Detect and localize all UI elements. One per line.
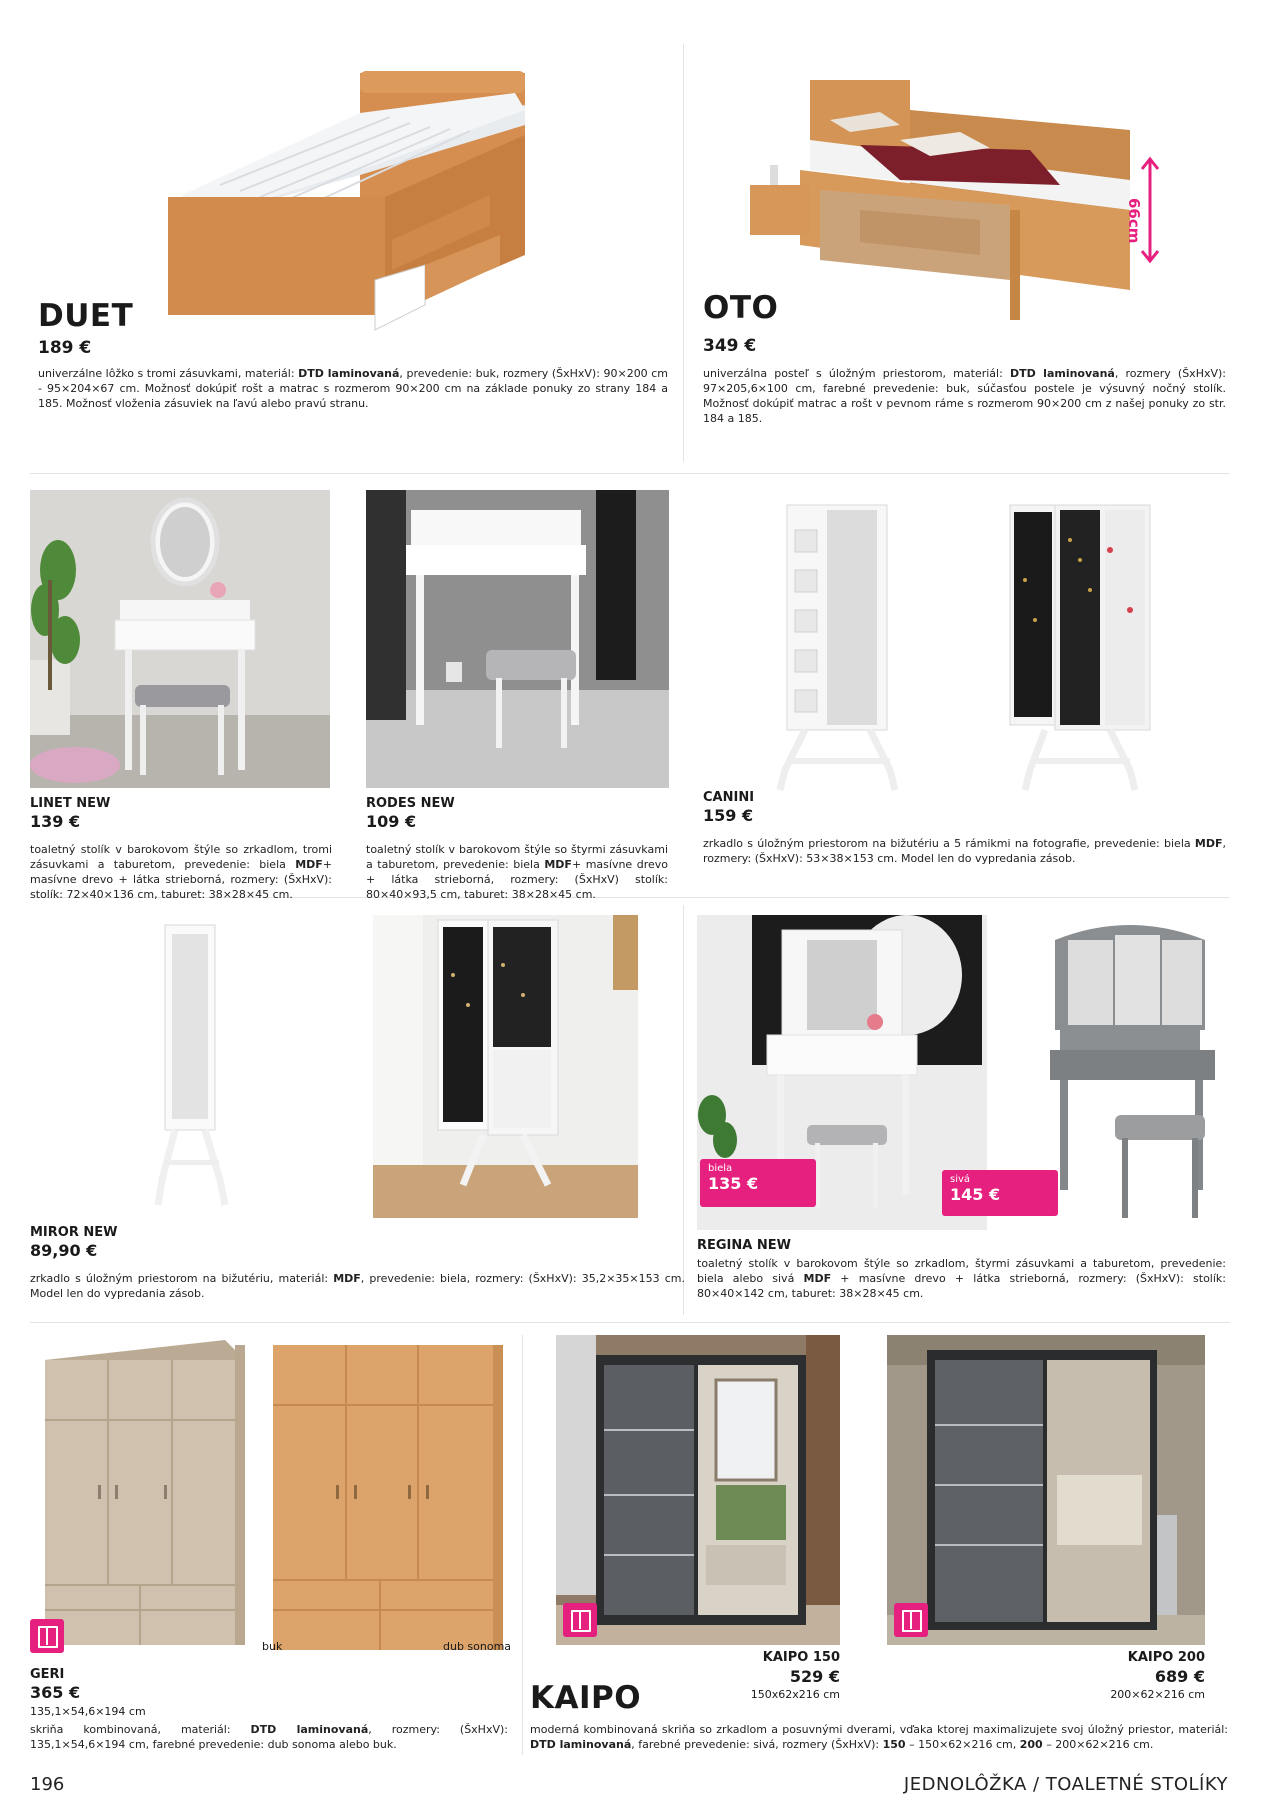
miror-title: MIROR NEW: [30, 1225, 118, 1240]
oto-height-label: 66cm: [1125, 198, 1143, 244]
rodes-price: 109 €: [366, 812, 417, 831]
miror-mirror-image: [150, 920, 240, 1220]
kaipo-150-photo: [556, 1335, 840, 1645]
regina-white-price: 135 €: [708, 1174, 759, 1193]
rodes-description: toaletný stolík v barokovom štýle so štyrmi zásuvkami a taburetom, prevedenie: biela MDF+ masívne drevo + látka strieborná, rozmery: (ŠxHxV) stolík: 80×40×93,5 cm, taburet: 38×28×45 cm.: [366, 843, 668, 901]
kaipo-150-wardrobe-icon: [563, 1603, 597, 1637]
rodes-title: RODES NEW: [366, 796, 455, 811]
section-title: JEDNOLÔŽKA / TOALETNÉ STOLÍKY: [903, 1774, 1228, 1795]
geri-wardrobe-icon: [30, 1619, 64, 1653]
canini-title: CANINI: [703, 790, 755, 805]
kaipo-200-dimensions: 200×62×216 cm: [1110, 1688, 1205, 1701]
regina-title: REGINA NEW: [697, 1238, 791, 1253]
duet-bed-image: [160, 65, 540, 355]
duet-title: DUET: [38, 298, 134, 334]
kaipo-150-title: KAIPO 150: [762, 1650, 840, 1665]
linet-price: 139 €: [30, 812, 81, 831]
regina-grey-price: 145 €: [950, 1185, 1001, 1204]
linet-title: LINET NEW: [30, 796, 111, 811]
canini-mirror-image: [775, 500, 905, 800]
miror-price: 89,90 €: [30, 1241, 98, 1260]
geri-variant-oak: dub sonoma: [443, 1640, 512, 1653]
geri-price: 365 €: [30, 1683, 81, 1702]
oto-title: OTO: [703, 290, 779, 326]
geri-beech-wardrobe-image: [268, 1335, 508, 1655]
regina-description: toaletný stolík v barokovom štýle so zrkadlom, štyrmi zásuvkami a taburetom, prevedenie: biela alebo sivá MDF + masívne drevo + látka strieborná, rozmery: (ŠxHxV): stolík: 80×40×142 cm, taburet: 38×28×45 cm.: [697, 1257, 1226, 1300]
geri-variant-beech: buk: [262, 1640, 283, 1653]
regina-white-price-badge: [700, 1159, 816, 1207]
duet-description: univerzálne lôžko s tromi zásuvkami, materiál: DTD laminovaná, prevedenie: buk, rozmery (ŠxHxV): 90×200 cm - 95×204×67 cm. Možnosť dokúpiť rošt a matrac s rozmerom 90×200 cm na základe ponuky zo strany 184 a 185. Možnosť vloženia zásuviek na ľavú alebo pravú stranu.: [38, 367, 669, 410]
geri-title: GERI: [30, 1667, 65, 1682]
regina-white-label: biela: [708, 1163, 733, 1174]
divider-row-3: [30, 1322, 1230, 1323]
kaipo-200-photo: [887, 1335, 1205, 1645]
canini-open-image: [1000, 500, 1160, 800]
oto-description: univerzálna posteľ s úložným priestorom, materiál: DTD laminovaná, rozmery (ŠxHxV): 97×205,6×100 cm, farebné prevedenie: buk, súčasťou postele je výsuvný nočný stolík. Možnosť dokúpiť matrac a rošt v pevnom ráme s rozmerom 90×200 cm z našej ponuky zo str. 184 a 185.: [703, 367, 1226, 425]
canini-description: zrkadlo s úložným priestorom na bižutériu a 5 rámikmi na fotografie, prevedenie: biela MDF, rozmery: (ŠxHxV): 53×38×153 cm. Model len do vypredania zásob.: [703, 837, 1226, 865]
divider-vertical-bottom: [522, 1335, 523, 1755]
oto-price: 349 €: [703, 336, 757, 356]
miror-open-photo: [373, 915, 638, 1218]
regina-grey-label: sivá: [950, 1174, 971, 1185]
geri-description: skriňa kombinovaná, materiál: DTD laminovaná, rozmery: (ŠxHxV): 135,1×54,6×194 cm, farebné prevedenie: dub sonoma alebo buk.: [30, 1723, 508, 1751]
kaipo-title: KAIPO: [530, 1680, 642, 1716]
miror-description: zrkadlo s úložným priestorom na bižutériu, materiál: MDF, prevedenie: biela, rozmery: (ŠxHxV): 35,2×35×153 cm. Model len do vypredania zásob.: [30, 1272, 685, 1300]
rodes-photo: [366, 490, 669, 788]
page-number: 196: [30, 1774, 65, 1795]
regina-grey-price-badge: [942, 1170, 1058, 1216]
oto-bed-image: [750, 70, 1190, 330]
regina-grey-image: [1040, 920, 1220, 1230]
kaipo-200-wardrobe-icon: [894, 1603, 928, 1637]
kaipo-description: moderná kombinovaná skriňa so zrkadlom a posuvnými dverami, vďaka ktorej maximalizujete svoj úložný priestor, materiál: DTD laminovaná, farebné prevedenie: sivá, rozmery (ŠxHxV): 150 – 150×62×216 cm, 200 – 200×62×216 cm.: [530, 1723, 1228, 1751]
duet-price: 189 €: [38, 338, 92, 358]
divider-row-1: [30, 473, 1230, 474]
divider-vertical-top: [683, 44, 684, 462]
kaipo-200-title: KAIPO 200: [1127, 1650, 1205, 1665]
linet-photo: [30, 490, 330, 788]
divider-vertical-mid: [683, 905, 684, 1315]
linet-description: toaletný stolík v barokovom štýle so zrkadlom, tromi zásuvkami a taburetom, prevedenie: biela MDF+ masívne drevo + látka strieborná, rozmery: (ŠxHxV): stolík: 72×40×136 cm, taburet: 38×28×45 cm.: [30, 843, 332, 901]
kaipo-150-dimensions: 150x62x216 cm: [750, 1688, 840, 1701]
geri-oak-wardrobe-image: [40, 1335, 250, 1655]
canini-price: 159 €: [703, 806, 754, 825]
geri-dimensions: 135,1×54,6×194 cm: [30, 1705, 146, 1718]
kaipo-200-price: 689 €: [1154, 1667, 1205, 1686]
kaipo-150-price: 529 €: [789, 1667, 840, 1686]
